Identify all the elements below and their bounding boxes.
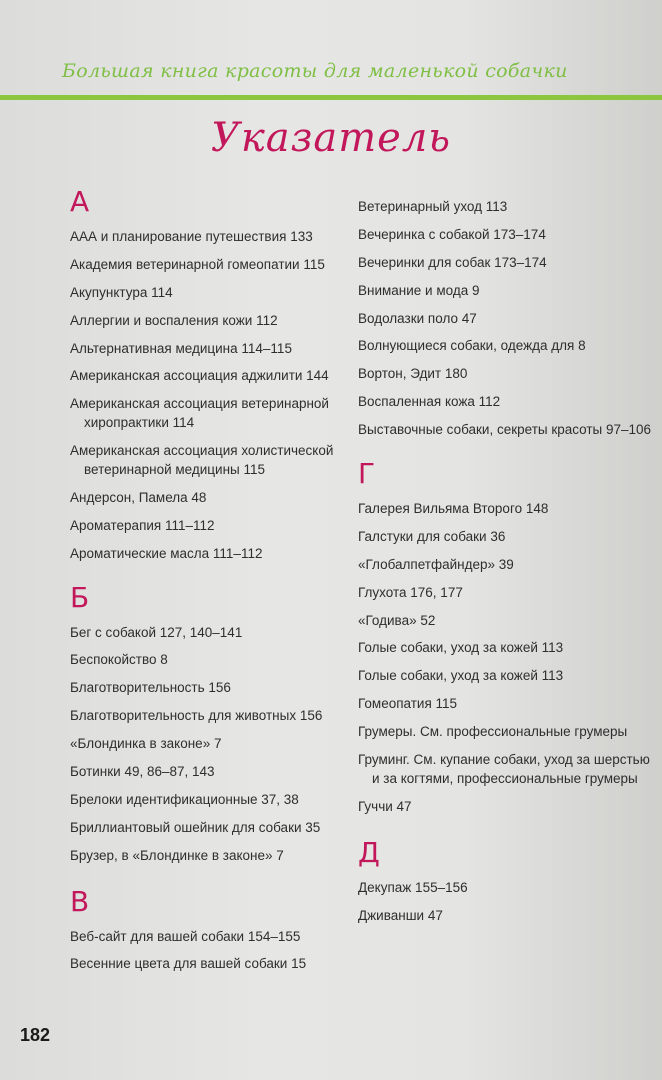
index-entry: Голые собаки, уход за кожей 113: [358, 668, 564, 684]
index-entry: Внимание и мода 9: [358, 282, 480, 298]
index-entry: Водолазки поло 47: [358, 310, 477, 326]
index-entry: ААА и планирование путешествия 133: [70, 229, 313, 244]
section-letter: Д: [358, 835, 380, 869]
green-rule: [0, 95, 662, 100]
index-entry: Галерея Вильяма Второго 148: [358, 501, 549, 517]
index-entry: Брузер, в «Блондинке в законе» 7: [70, 847, 284, 863]
index-entry: Выставочные собаки, секреты красоты 97–106: [358, 422, 652, 438]
index-entry: Воспаленная кожа 112: [358, 394, 501, 410]
index-entry: Андерсон, Памела 48: [70, 489, 207, 505]
index-column-right: [358, 198, 658, 934]
index-entry: Благотворительность для животных 156: [70, 708, 323, 724]
index-entry: Бриллиантовый ошейник для собаки 35: [70, 819, 321, 835]
running-head: Большая книга красоты для маленькой собачки: [62, 60, 568, 82]
index-entry: Груминг. См. купание собаки, уход за шерстью и за когтями, профессиональные грумеры: [358, 752, 650, 786]
index-section-d: [358, 837, 658, 926]
index-entry: Волнующиеся собаки, одежда для 8: [358, 338, 586, 354]
index-column-left: [70, 186, 355, 983]
index-entry: Ботинки 49, 86–87, 143: [70, 764, 215, 780]
index-entry: Американская ассоциация холистической ветеринарной медицины 115: [70, 443, 334, 478]
index-entry: Американская ассоциация ветеринарной хиропрактики 114: [70, 396, 329, 431]
section-letter: Б: [70, 580, 90, 614]
index-entry: «Блондинка в законе» 7: [70, 736, 222, 752]
index-entry: Академия ветеринарной гомеопатии 115: [70, 256, 325, 272]
index-entry: Галстуки для собаки 36: [358, 528, 506, 544]
page-title: Указатель: [210, 115, 452, 161]
page-number: 182: [20, 1025, 51, 1045]
index-entry: «Годива» 52: [358, 612, 436, 628]
index-section-v: [70, 886, 355, 975]
index-entry: Беспокойство 8: [70, 652, 168, 668]
index-entry: Гомеопатия 115: [358, 696, 458, 712]
index-entry: Вортон, Эдит 180: [358, 366, 468, 382]
index-entry: Весенние цвета для вашей собаки 15: [70, 956, 307, 972]
index-section-a: [70, 186, 355, 564]
section-letter: Г: [358, 457, 376, 491]
index-entry: Вечеринка с собакой 173–174: [358, 226, 546, 242]
index-entry: Дживанши 47: [358, 907, 443, 923]
index-entry: Благотворительность 156: [70, 680, 231, 696]
index-entry: Аллергии и воспаления кожи 112: [70, 312, 278, 328]
index-entry: Голые собаки, уход за кожей 113: [358, 640, 564, 656]
index-entry: Бег с собакой 127, 140–141: [70, 624, 243, 640]
index-entry: Веб-сайт для вашей собаки 154–155: [70, 928, 301, 944]
index-entry: Альтернативная медицина 114–115: [70, 340, 292, 356]
section-letter: В: [70, 884, 90, 918]
index-entry: Ветеринарный уход 113: [358, 199, 508, 214]
index-entry: Акупунктура 114: [70, 284, 173, 300]
index-entry: Гуччи 47: [358, 798, 412, 814]
index-section-b: [70, 582, 355, 866]
index-section-v-continued: [358, 198, 658, 440]
index-entry: Ароматические масла 111–112: [70, 545, 263, 561]
index-entry: Американская ассоциация аджилити 144: [70, 368, 329, 384]
index-entry: Ароматерапия 111–112: [70, 517, 215, 533]
index-entry: Декупаж 155–156: [358, 879, 468, 895]
index-entry: Глухота 176, 177: [358, 584, 463, 600]
index-entry: «Глобалпетфайндер» 39: [358, 556, 514, 572]
index-entry: Вечеринки для собак 173–174: [358, 254, 547, 270]
index-entry: Грумеры. См. профессиональные грумеры: [358, 724, 628, 740]
section-letter: А: [70, 185, 90, 218]
index-entry: Брелоки идентификационные 37, 38: [70, 791, 299, 807]
index-section-g: [358, 458, 658, 817]
